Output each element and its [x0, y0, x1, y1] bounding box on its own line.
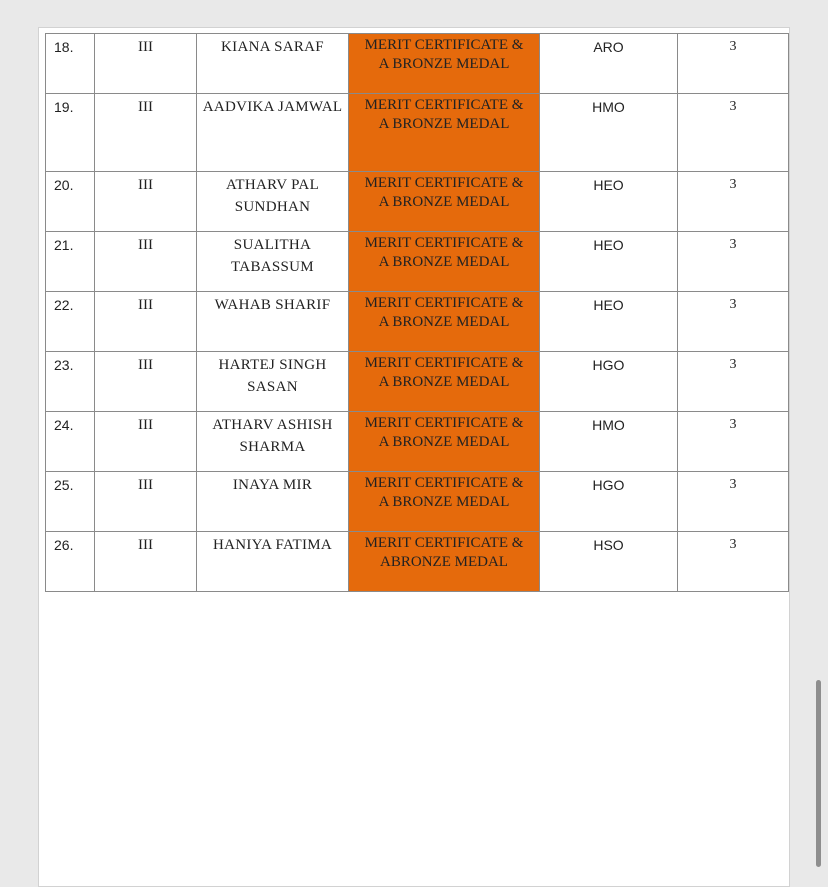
subject-cell: HSO: [540, 532, 678, 592]
serial-number: 21.: [46, 232, 95, 292]
student-name: INAYA MIR: [197, 472, 349, 532]
serial-number: 26.: [46, 532, 95, 592]
student-name: WAHAB SHARIF: [197, 292, 349, 352]
class-cell: III: [95, 34, 197, 94]
award-text: MERIT CERTIFICATE & ABRONZE MEDAL: [364, 535, 524, 570]
student-name: AADVIKA JAMWAL: [197, 94, 349, 172]
award-text: MERIT CERTIFICATE & A BRONZE MEDAL: [364, 37, 524, 72]
table-row: [46, 232, 789, 292]
document-page: [38, 27, 790, 887]
award-cell: [349, 352, 540, 412]
class-cell: III: [95, 292, 197, 352]
subject-cell: HGO: [540, 472, 678, 532]
results-table: [45, 33, 789, 592]
student-name: SUALITHA TABASSUM: [197, 232, 349, 292]
serial-number: 18.: [46, 34, 95, 94]
class-cell: III: [95, 172, 197, 232]
rank-cell: 3: [678, 34, 789, 94]
award-text: MERIT CERTIFICATE & A BRONZE MEDAL: [364, 355, 524, 390]
class-cell: III: [95, 532, 197, 592]
serial-number: 22.: [46, 292, 95, 352]
rank-cell: 3: [678, 172, 789, 232]
rank-cell: 3: [678, 412, 789, 472]
table-row: [46, 412, 789, 472]
table-row: [46, 532, 789, 592]
student-name: ATHARV PAL SUNDHAN: [197, 172, 349, 232]
award-text: MERIT CERTIFICATE & A BRONZE MEDAL: [364, 415, 524, 450]
student-name: KIANA SARAF: [197, 34, 349, 94]
award-text: MERIT CERTIFICATE & A BRONZE MEDAL: [364, 475, 524, 510]
subject-cell: ARO: [540, 34, 678, 94]
table-row: [46, 472, 789, 532]
award-cell: [349, 292, 540, 352]
rank-cell: 3: [678, 232, 789, 292]
subject-cell: HGO: [540, 352, 678, 412]
award-cell: [349, 94, 540, 172]
subject-cell: HMO: [540, 412, 678, 472]
table-row: [46, 292, 789, 352]
rank-cell: 3: [678, 94, 789, 172]
award-cell: [349, 34, 540, 94]
award-text: MERIT CERTIFICATE & A BRONZE MEDAL: [364, 295, 524, 330]
award-text: MERIT CERTIFICATE & A BRONZE MEDAL: [364, 97, 524, 132]
rank-cell: 3: [678, 352, 789, 412]
serial-number: 25.: [46, 472, 95, 532]
class-cell: III: [95, 352, 197, 412]
award-cell: [349, 532, 540, 592]
rank-cell: 3: [678, 532, 789, 592]
award-text: MERIT CERTIFICATE & A BRONZE MEDAL: [364, 175, 524, 210]
student-name: HARTEJ SINGH SASAN: [197, 352, 349, 412]
serial-number: 23.: [46, 352, 95, 412]
class-cell: III: [95, 472, 197, 532]
subject-cell: HMO: [540, 94, 678, 172]
table-row: [46, 94, 789, 172]
class-cell: III: [95, 412, 197, 472]
scrollbar-thumb[interactable]: [816, 680, 821, 867]
student-name: ATHARV ASHISH SHARMA: [197, 412, 349, 472]
subject-cell: HEO: [540, 292, 678, 352]
serial-number: 19.: [46, 94, 95, 172]
serial-number: 20.: [46, 172, 95, 232]
award-cell: [349, 472, 540, 532]
subject-cell: HEO: [540, 232, 678, 292]
class-cell: III: [95, 94, 197, 172]
subject-cell: HEO: [540, 172, 678, 232]
rank-cell: 3: [678, 472, 789, 532]
award-cell: [349, 232, 540, 292]
student-name: HANIYA FATIMA: [197, 532, 349, 592]
serial-number: 24.: [46, 412, 95, 472]
rank-cell: 3: [678, 292, 789, 352]
award-cell: [349, 172, 540, 232]
table-row: [46, 352, 789, 412]
table-row: [46, 172, 789, 232]
class-cell: III: [95, 232, 197, 292]
table-row: [46, 34, 789, 94]
award-text: MERIT CERTIFICATE & A BRONZE MEDAL: [364, 235, 524, 270]
award-cell: [349, 412, 540, 472]
